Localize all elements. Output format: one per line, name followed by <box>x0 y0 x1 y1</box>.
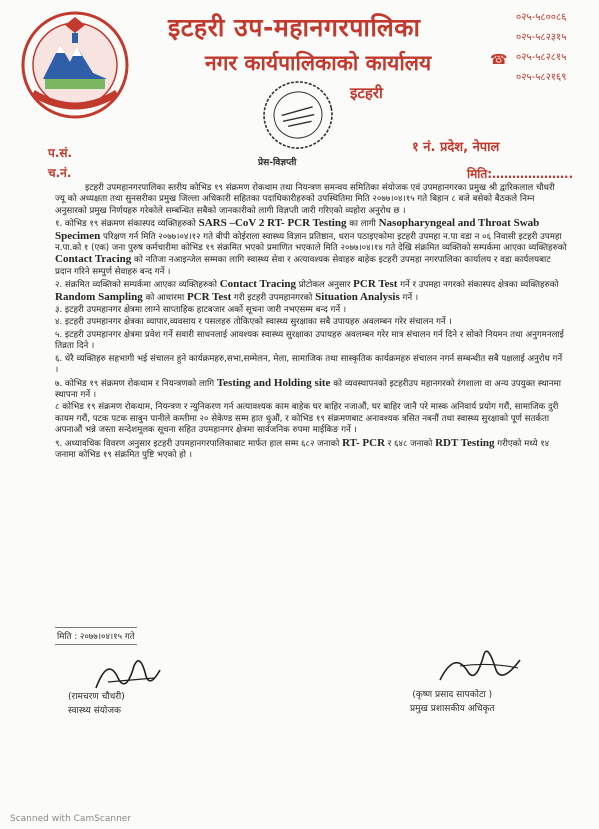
document-body <box>55 183 567 462</box>
press-release-heading: प्रेस-विज्ञप्ती <box>258 158 297 168</box>
right-signature-scribble <box>430 640 530 690</box>
phone-number: ०२५-५८२३१५ <box>516 32 567 43</box>
decision-8: ८ कोभिड १९ संक्रमण रोकथाम, नियन्त्रण र न्युनिकरण गर्न अत्यावश्यक काम बाहेक घर बाहिर नजाऔं, घर बाहिर जानै परे मास्क अनिवार्य प्रयोग गरौं, सामाजिक दुरी कायम गरौं, पटक पटक साबुन पानीले कम्तीमा २० सेकेण्ड सम्म हात धुऔं, र कोभिड १९ संक्रमणबाट अनावश्यक त्रसित नबनौं तथा स्वास्थ्य सुरक्षाको पूर्ण सतर्कता अपनाऔं भन्ने जस्ता सन्देशमूलक सूचना सहित उपमहानगर क्षेत्रमा सार्वजनिक रुपमा माईकिङ गर्ने । <box>55 402 559 436</box>
release-date: मिति : २०७७।०४।१५ गते <box>55 627 137 645</box>
right-signatory-name: (कृष्ण प्रसाद सापकोटा ) <box>412 690 493 700</box>
office-stamp <box>258 76 338 154</box>
camscanner-watermark: Scanned with CamScanner <box>10 814 132 824</box>
decision-2: २. संक्रमित व्यक्तिको सम्पर्कमा आएका व्यक्तिहरुको Contact Tracing प्रोटोकल अनुसार PCR Test गर्ने र उपमहा नगरको संकास्पद क्षेत्रका व्यक्तिहरुको Random Sampling को आधारमा PCR Test गरी इटहरी उपमहानगरको Situation Analysis गर्ने । <box>55 278 559 303</box>
decision-4: ४. इटहरी उपमहानगर क्षेत्रका व्यापार,व्यवसाय र पसलहरु तोकिएको स्वास्थ्य सुरक्षाका सबै उपायहरु अवलम्बन गरेर संचालन गर्ने । <box>55 317 452 328</box>
intro-paragraph: इटहरी उपमहानगरपालिका स्तरीय कोभिड १९ संक्रमण रोकथाम तथा नियन्त्रण समन्वय समितिका संयोजक एवं उपमहानगरका प्रमुख श्री द्वारिकलाल चौधरी ज्यू को अध्यक्षता तथा सुनसरीका प्रमुख जिल्ला अधिकारी सहितका पदाधिकारीहरुको उपस्थितिमा मिति २०७७।०४।१५ गते बिहान ८ बजे बसेको बैठकले निम्न अनुसारको प्रमुख निर्णयहरु गरेकोले सम्बन्धित सबैको जानकारीको लागी विज्ञप्ती जारी गरिएको व्यहोरा अनुरोध छ । <box>55 183 555 216</box>
decision-9: ९. अध्यावधिक विवरण अनुसार इटहरी उपमहानगरपालिकाबाट मार्फत हाल सम्म ६८२ जनाको RT- PCR र ६४८ जनाको RDT Testing गरीएको मध्ये १४ जनामा कोभिड १९ संक्रमित पुष्टि भएको हो । <box>55 436 550 460</box>
left-signature-scribble <box>88 648 168 696</box>
ref-no-label: प.सं. <box>48 146 73 160</box>
office-title: इटहरी उप-महानगरपालिका <box>168 13 421 42</box>
left-signatory <box>68 690 125 718</box>
date-label: मिति:……………….. <box>467 167 574 181</box>
decision-1: १. कोभिड १९ संक्रमण संकास्पद व्यक्तिहरुको SARS –CoV 2 RT- PCR Testing का लागी Nasopharyngeal and Throat Swab Specimen परिक्षण गर्न मिति २०७७।०४।१२ गते बीपी कोईराला स्वास्थ्य विज्ञान प्रतिष्ठान, धरान पठाइएकोमा इटहरी उपमहा न.पा वडा न ०६ निवासी इटहरी उपमहा न.पा.को १ (एक) जना पुरुष कर्मचारीमा कोभिड १९ संक्रमित भएको प्रमाणित भएकाले मिति २०७७।०४।१४ गते देखि संक्रमित व्यक्तिको सम्पर्कमा आएका व्यक्तिहरुको Contact Tracing को नतिजा नआइन्जेल सम्मका लागि स्वास्थ्य सेवा र अत्यावश्यक सेवाहरु बाहेक इटहरी उपमहा नगरपालिका कार्यालय र वडा कार्यलयबाट प्रदान गरिने सम्पुर्ण सेवाहरु बन्द गर्ने । <box>55 217 567 277</box>
decision-6: ६. धेरै व्यक्तिहरु सहभागी भई संचालन हुने कार्यक्रमहरु,सभा,सम्मेलन, मेला, सामाजिक तथा सास्कृतिक कार्यक्रमहरु संचालन नगर्न सम्बन्धीत सबै पक्षलाई अनुरोध गर्ने । <box>55 353 563 376</box>
phone-number: ०२५-५८२८१५ <box>516 52 567 63</box>
left-signatory-name: (रामचरण चौधरी) <box>68 692 125 702</box>
office-location: इटहरी <box>350 84 383 102</box>
decision-7: ७. कोभिड १९ संक्रमण रोकथाम र नियन्त्रणको लागि Testing and Holding site को व्यवस्थापनको इटहरीउप महानगरको रंगशाला वा अन्य उपयुक्त स्थानमा स्थापना गर्ने । <box>55 376 561 400</box>
ch-no-label: च.नं. <box>48 166 72 180</box>
decision-3: ३. इटहरी उपमहानगर क्षेत्रमा लाग्ने साप्ताहिक हाटबजार अर्को सूचना जारी नभएसम्म बन्द गर्ने । <box>55 305 347 316</box>
right-signatory-title: प्रमुख प्रशासकीय अधिकृत <box>410 704 495 714</box>
phone-number: ०२५-५८००८६ <box>516 12 567 23</box>
province-label: १ नं. प्रदेश, नेपाल <box>412 140 500 155</box>
reference-labels <box>48 143 72 183</box>
office-subtitle: नगर कार्यपालिकाको कार्यालय <box>205 51 432 75</box>
telephone-icon: ☎ <box>490 52 508 68</box>
phone-number: ०२५-५८२१६९ <box>516 72 567 83</box>
decision-5: ५. इटहरी उपमहानगर क्षेत्रमा प्रवेश गर्ने सवारी साधनलाई आवश्यक स्वास्थ्य सुरक्षाका उपायहरु अवलम्बन गरेर मात्र संचालन गर्न दिने र सोको नियमन तथा अनुगमनलाई तिव्रता दिने । <box>55 329 564 352</box>
nepal-emblem-logo <box>15 7 135 122</box>
right-signatory <box>410 688 495 716</box>
phone-numbers <box>516 8 566 88</box>
left-signatory-title: स्वास्थ्य संयोजक <box>68 706 121 716</box>
